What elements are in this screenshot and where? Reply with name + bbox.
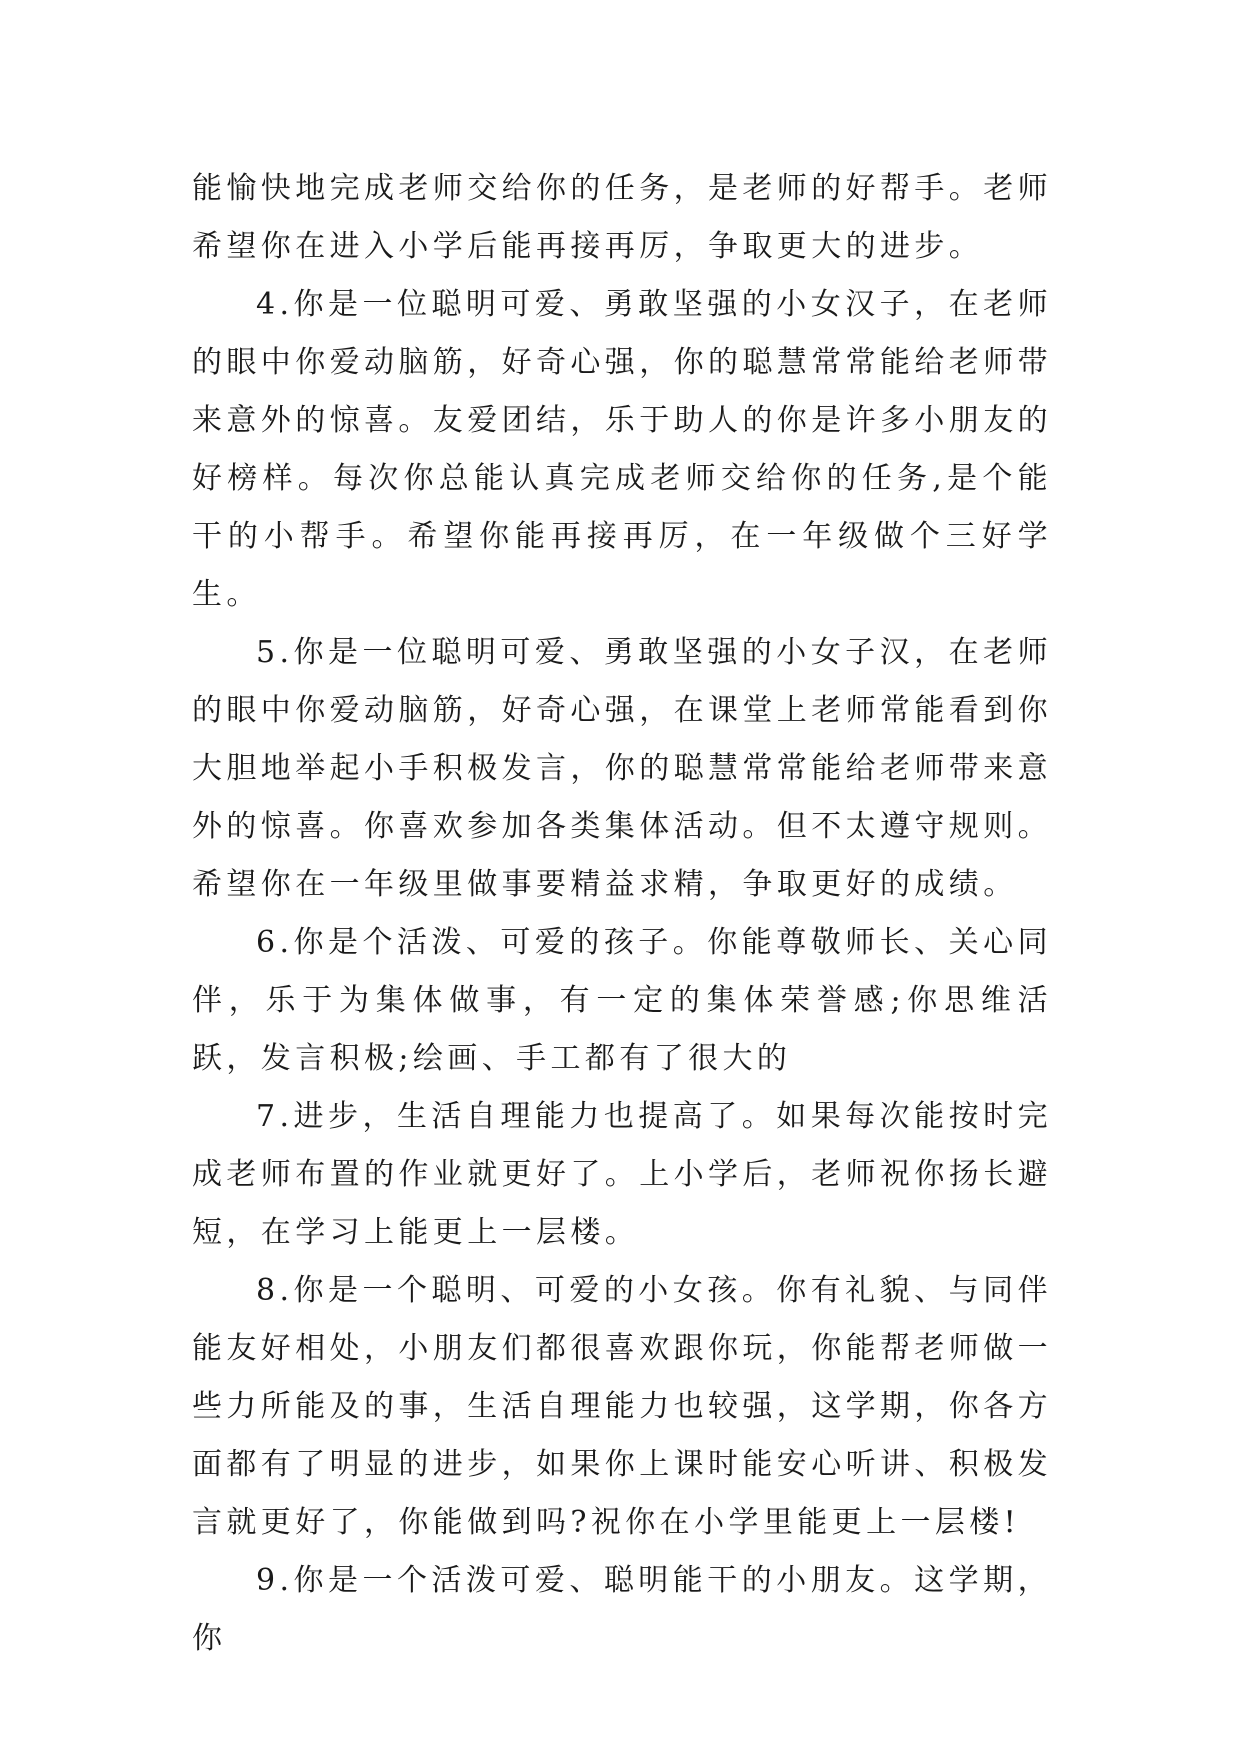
paragraph-item-5: 5.你是一位聪明可爱、勇敢坚强的小女子汉，在老师的眼中你爱动脑筋，好奇心强，在课堂上老师常能看到你大胆地举起小手积极发言，你的聪慧常常能给老师带来意外的惊喜。你喜欢参加各类集体活动。但不太遵守规则。希望你在一年级里做事要精益求精，争取更好的成绩。 xyxy=(192,635,1052,902)
document-body xyxy=(192,160,1052,1668)
paragraph-continuation: 能愉快地完成老师交给你的任务，是老师的好帮手。老师希望你在进入小学后能再接再厉，争取更大的进步。 xyxy=(192,171,1052,264)
paragraph-item-9: 9.你是一个活泼可爱、聪明能干的小朋友。这学期，你 xyxy=(192,1563,1052,1656)
paragraph-item-6: 6.你是个活泼、可爱的孩子。你能尊敬师长、关心同伴，乐于为集体做事，有一定的集体荣誉感;你思维活跃，发言积极;绘画、手工都有了很大的 xyxy=(192,925,1052,1076)
paragraph-item-4: 4.你是一位聪明可爱、勇敢坚强的小女汉子，在老师的眼中你爱动脑筋，好奇心强，你的聪慧常常能给老师带来意外的惊喜。友爱团结，乐于助人的你是许多小朋友的好榜样。每次你总能认真完成老师交给你的任务,是个能干的小帮手。希望你能再接再厉，在一年级做个三好学生。 xyxy=(192,287,1052,612)
paragraph-item-8: 8.你是一个聪明、可爱的小女孩。你有礼貌、与同伴能友好相处，小朋友们都很喜欢跟你玩，你能帮老师做一些力所能及的事，生活自理能力也较强，这学期，你各方面都有了明显的进步，如果你上课时能安心听讲、积极发言就更好了，你能做到吗?祝你在小学里能更上一层楼! xyxy=(192,1273,1052,1540)
paragraph-item-7: 7.进步，生活自理能力也提高了。如果每次能按时完成老师布置的作业就更好了。上小学后，老师祝你扬长避短，在学习上能更上一层楼。 xyxy=(192,1099,1052,1250)
